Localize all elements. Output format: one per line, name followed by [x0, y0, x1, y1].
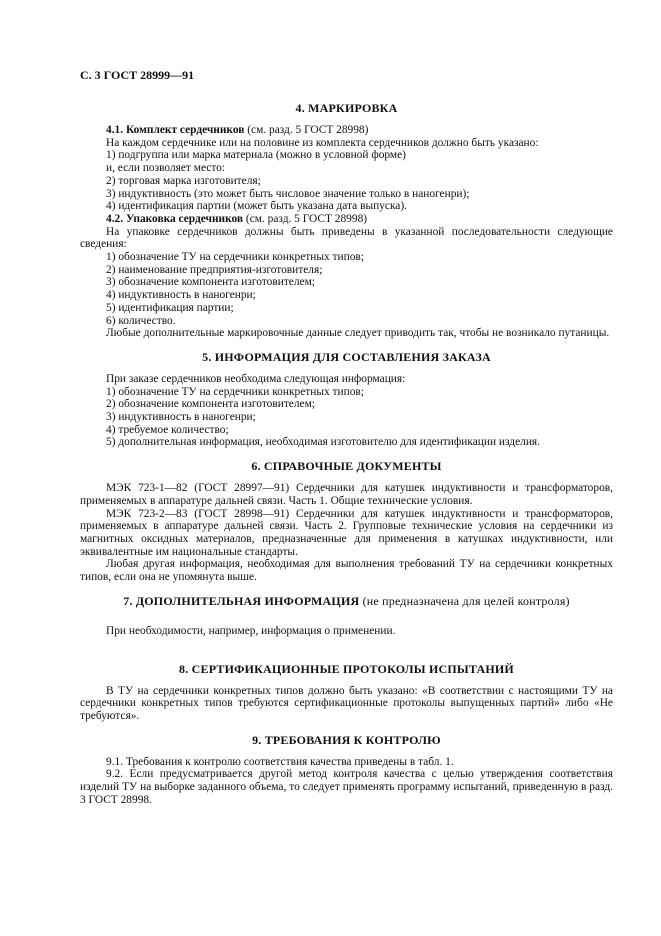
list-item: 4) идентификация партии (может быть указана дата выпуска). — [106, 200, 407, 213]
list-item: 1) обозначение ТУ на сердечники конкретных типов; — [106, 385, 364, 398]
section-7-text: При необходимости, например, информация о применении. — [106, 624, 396, 637]
section-9-title: 9. ТРЕБОВАНИЯ К КОНТРОЛЮ — [252, 732, 441, 747]
list-item: 4) индуктивность в наногенри; — [106, 289, 256, 302]
list-item: 2) наименование предприятия-изготовителя; — [106, 263, 323, 276]
section-6-title: 6. СПРАВОЧНЫЕ ДОКУМЕНТЫ — [251, 459, 442, 474]
clause-4-2-heading: Упаковка сердечников — [125, 212, 244, 225]
reference-iec-723-2: МЭК 723-2—83 (ГОСТ 28998—91) Сердечники для катушек индуктивности и трансформаторов, применяемых в аппаратуре дальней связи. Часть 2. Групповые технические условия на сердечники из магнитных оксидных материалов, предназначенные для применения в катушках индуктивности, или эквивалентные им национальные стандарты. — [80, 507, 613, 558]
section-8-title: 8. СЕРТИФИКАЦИОННЫЕ ПРОТОКОЛЫ ИСПЫТАНИЙ — [179, 661, 514, 676]
clause-9-1: 9.1. Требования к контролю соответствия качества приведены в табл. 1. — [106, 755, 454, 768]
clause-4-2 — [80, 213, 613, 226]
list-item: и, если позволяет место: — [106, 162, 226, 175]
list-item: 1) обозначение ТУ на сердечники конкретных типов; — [106, 251, 364, 264]
list-item: 5) дополнительная информация, необходимая изготовителю для идентификации изделия. — [106, 436, 541, 449]
clause-4-note: Любые дополнительные маркировочные данные следует приводить так, чтобы не возникало путаницы. — [106, 327, 610, 340]
reference-other: Любая другая информация, необходимая для выполнения требований ТУ на сердечники конкретных типов, если она не упомянута выше. — [80, 558, 613, 584]
section-5-title: 5. ИНФОРМАЦИЯ ДЛЯ СОСТАВЛЕНИЯ ЗАКАЗА — [202, 349, 491, 364]
clause-4-1-num: 4.1. — [106, 124, 124, 136]
list-item: 3) обозначение компонента изготовителем; — [106, 276, 315, 289]
section-4-title: 4. МАРКИРОВКА — [295, 101, 398, 115]
clause-4-1 — [80, 124, 613, 137]
list-item: 3) индуктивность (это может быть числовое значение только в наногенри); — [106, 187, 470, 200]
clause-4-1-text: На каждом сердечнике или на половине из комплекта сердечников должно быть указано: — [106, 136, 539, 149]
document-page — [80, 68, 613, 806]
reference-iec-723-1: МЭК 723-1—82 (ГОСТ 28997—91) Сердечники для катушек индуктивности и трансформаторов, применяемых в аппаратуре дальней связи. Часть 1. Общие технические условия. — [80, 482, 613, 507]
list-item: 1) подгруппа или марка материала (можно в условной форме) — [106, 149, 406, 162]
section-5-intro: При заказе сердечников необходима следующая информация: — [106, 372, 406, 385]
list-item: 3) индуктивность в наногенри; — [106, 411, 256, 424]
section-7-note: (не предназначена для целей контроля) — [359, 593, 570, 608]
list-item: 2) торговая марка изготовителя; — [106, 174, 261, 187]
section-7-title-text: 7. ДОПОЛНИТЕЛЬНАЯ ИНФОРМАЦИЯ — [123, 593, 360, 608]
clause-9-2: 9.2. Если предусматривается другой метод контроля качества с целью утверждения соответствия изделий ТУ на выборке заданного объема, то следует применять программу испытаний, приведенную в разд. 3 ГОСТ 28998. — [80, 768, 613, 806]
list-item: 2) обозначение компонента изготовителем; — [106, 398, 315, 411]
section-8-text: В ТУ на сердечники конкретных типов должно быть указано: «В соответствии с настоящими ТУ на сердечники конкретных типов требуются сертификационные протоколы выпущенных партий» либо «Не требуются». — [80, 684, 613, 722]
clause-4-2-num: 4.2. — [106, 212, 124, 225]
running-head: С. 3 ГОСТ 28999—91 — [80, 68, 195, 82]
list-item: 5) идентификация партии; — [106, 301, 234, 314]
clause-4-2-text: На упаковке сердечников должны быть приведены в указанной последовательности следующие сведения: — [80, 225, 613, 251]
clause-4-1-ref: (см. разд. 5 ГОСТ 28998) — [244, 124, 369, 136]
list-item: 6) количество. — [106, 314, 176, 327]
list-item: 4) требуемое количество; — [106, 423, 229, 436]
clause-4-2-ref: (см. разд. 5 ГОСТ 28998) — [243, 212, 368, 225]
section-7-title — [80, 594, 613, 609]
clause-4-1-heading: Комплект сердечников — [125, 124, 245, 136]
